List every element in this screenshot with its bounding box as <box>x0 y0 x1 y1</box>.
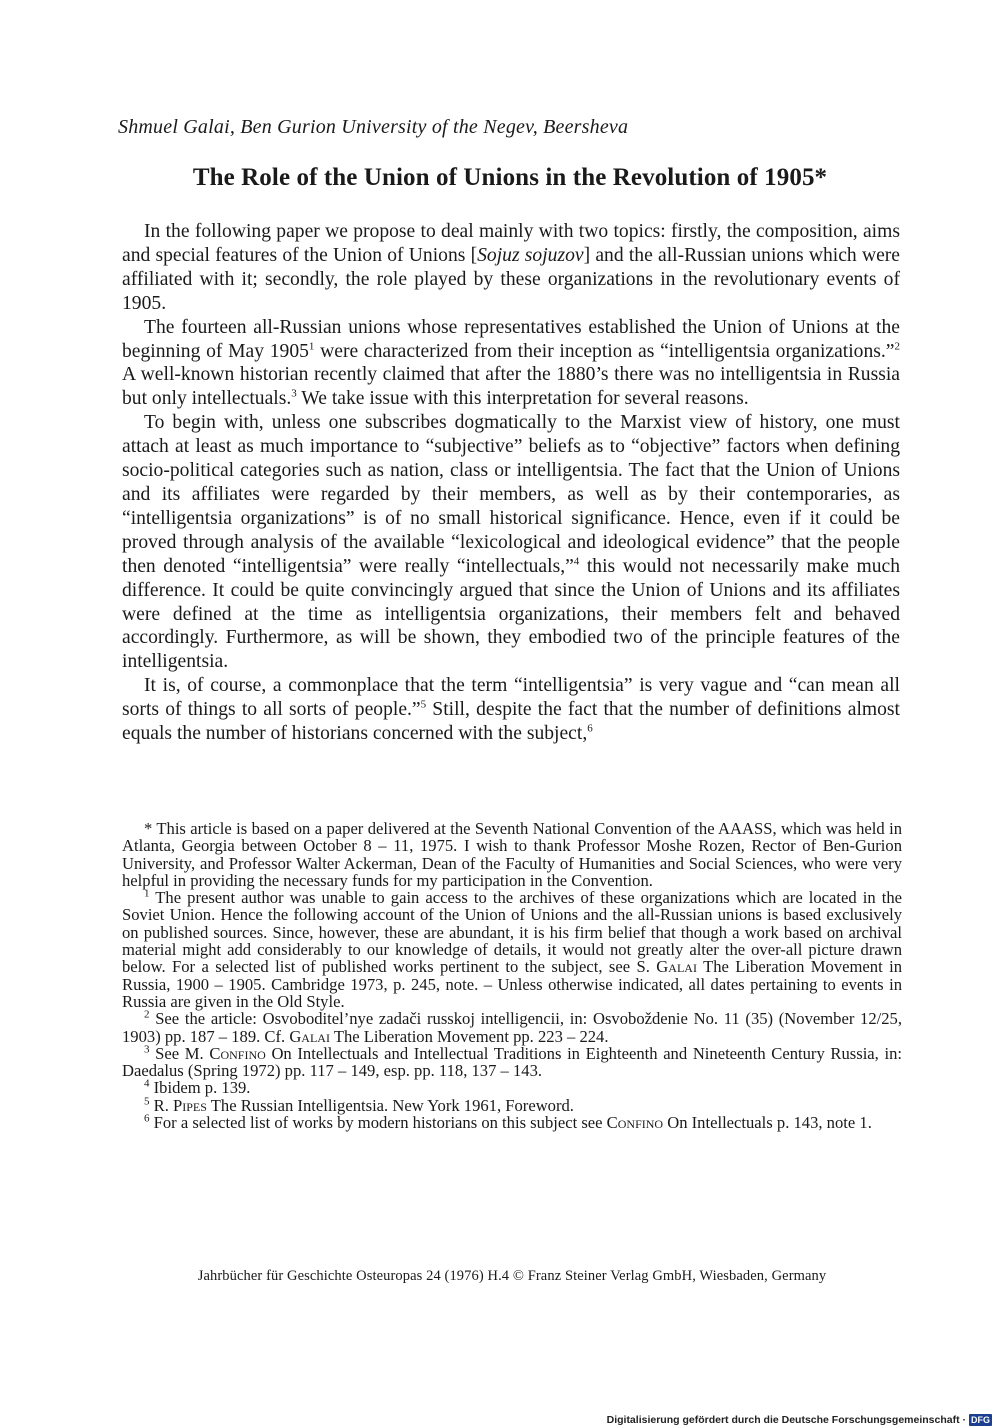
footnote-6: $^6$ For a selected list of works by modern historians on this subject see Confino On Intellectuals p. 143, note 1. <box>144 1112 872 1133</box>
paragraph-4: It is, of course, a commonplace that the term “intelligentsia” is very vague and “can mean all sorts of things to all sorts of people.”$^5$ Still, despite the fact that the number of definitions almost equals the number of historians concerned with the subject,$^6$ <box>122 675 900 745</box>
article-title: The Role of the Union of Unions in the Revolution of 1905* <box>192 164 828 191</box>
article-body <box>122 220 900 746</box>
footnote-ref-1: 1 <box>308 340 315 352</box>
dfg-logo-icon: DFG <box>971 1415 990 1425</box>
footnote-ref-5: 5 <box>420 698 427 711</box>
footnote-ref-3: 3 <box>291 387 297 400</box>
footnote-ref-6: 6 <box>587 722 593 735</box>
footnote-star: * This article is based on a paper delivered at the Seventh National Convention of the AAASS, which was held in Atlanta, Georgia between October 8 – 11, 1975. I wish to thank Professor Moshe Rozen, Rector of Ben-Gurion University, and Professor Walter Ackerman, Dean of the Faculty of Humanities and Social Sciences, who were very helpful in providing the necessary funds for my participation in the Convention. <box>122 819 902 890</box>
dfg-credit-text: Digitalisierung gefördert durch die Deutsche Forschungsgemeinschaft · <box>606 1414 966 1426</box>
footnote-4: $^4$ Ibidem p. 139. <box>144 1077 251 1098</box>
paragraph-1: In the following paper we propose to deal mainly with two topics: firstly, the composition, aims and special features of the Union of Unions [Sojuz sojuzov] and the all-Russian unions which were affiliated with it; secondly, the role played by these organizations in the revolutionary events of 1905. <box>122 221 901 314</box>
dfg-credit <box>607 1413 992 1427</box>
footnote-ref-2: 2 <box>894 340 900 352</box>
footnotes <box>122 820 902 1131</box>
paragraph-3: To begin with, unless one subscribes dogmatically to the Marxist view of history, one must attach at least as much importance to “subjective” beliefs as to “objective” factors when defining socio-political categories such as nation, class or intelligentsia. The fact that the Union of Unions and its affiliates were regarded by their members, as well as by their contemporaries, as “intelligentsia organizations” is of no small historical significance. Hence, even if it could be proved through analysis of the available “lexicological and ideological evidence” that the people then denoted “intelligentsia” were really “intellectuals,”$^4$ this would not necessarily make much difference. It could be quite convincingly argued that since the Union of Unions and its affiliates were defined at the time as intelligentsia organizations, their members felt and behaved accordingly. Furthermore, as will be shown, they embodied two of the principle features of the intelligentsia. <box>122 412 900 673</box>
author-line: Shmuel Galai, Ben Gurion University of the Negev, Beersheva <box>118 116 629 138</box>
footnote-3: $^3$ See M. Confino On Intellectuals and Intellectual Traditions in Eighteenth and Nineteenth Century Russia, in: Daedalus (Spring 1972) pp. 117 – 149, esp. pp. 118, 137 – 143. <box>122 1043 903 1081</box>
journal-footer: Jahrbücher für Geschichte Osteuropas 24 (1976) H.4 © Franz Steiner Verlag GmbH, Wiesbaden, Germany <box>197 1268 827 1284</box>
footnote-5: $^5$ R. Pipes The Russian Intelligentsia. New York 1961, Foreword. <box>144 1095 574 1115</box>
footnote-2: $^2$ See the article: Osvoboditel’nye zadači russkoj intelligencii, in: Osvoboždenie No. 11 (35) (November 12/25, 1903) pp. 187 – 189. Cf. Galai The Liberation Movement pp. 223 – 224. <box>122 1008 902 1046</box>
footnote-ref-4: 4 <box>573 555 580 568</box>
paragraph-2: The fourteen all-Russian unions whose representatives established the Union of Unions at the beginning of May 1905$^1$ were characterized from their inception as “intelligentsia organizations.”$^2$ A well-known historian recently claimed that after the 1880’s there was no intelligentsia in Russia but only intellectuals.$^3$ We take issue with this interpretation for several reasons. <box>122 316 900 410</box>
footnote-1: $^1$ The present author was unable to gain access to the archives of these organizations which are located in the Soviet Union. Hence the following account of the Union of Unions and the all-Russian unions is based exclusively on published sources. Since, however, these are abundant, it is his firm belief that though a work based on archival material might add considerably to our knowledge of details, it would not greatly alter the over-all picture drawn below. For a selected list of published works pertinent to the subject, see S. Galai The Liberation Movement in Russia, 1900 – 1905. Cambridge 1973, p. 245, note. – Unless otherwise indicated, all dates pertaining to events in Russia are given in the Old Style. <box>122 887 903 1011</box>
